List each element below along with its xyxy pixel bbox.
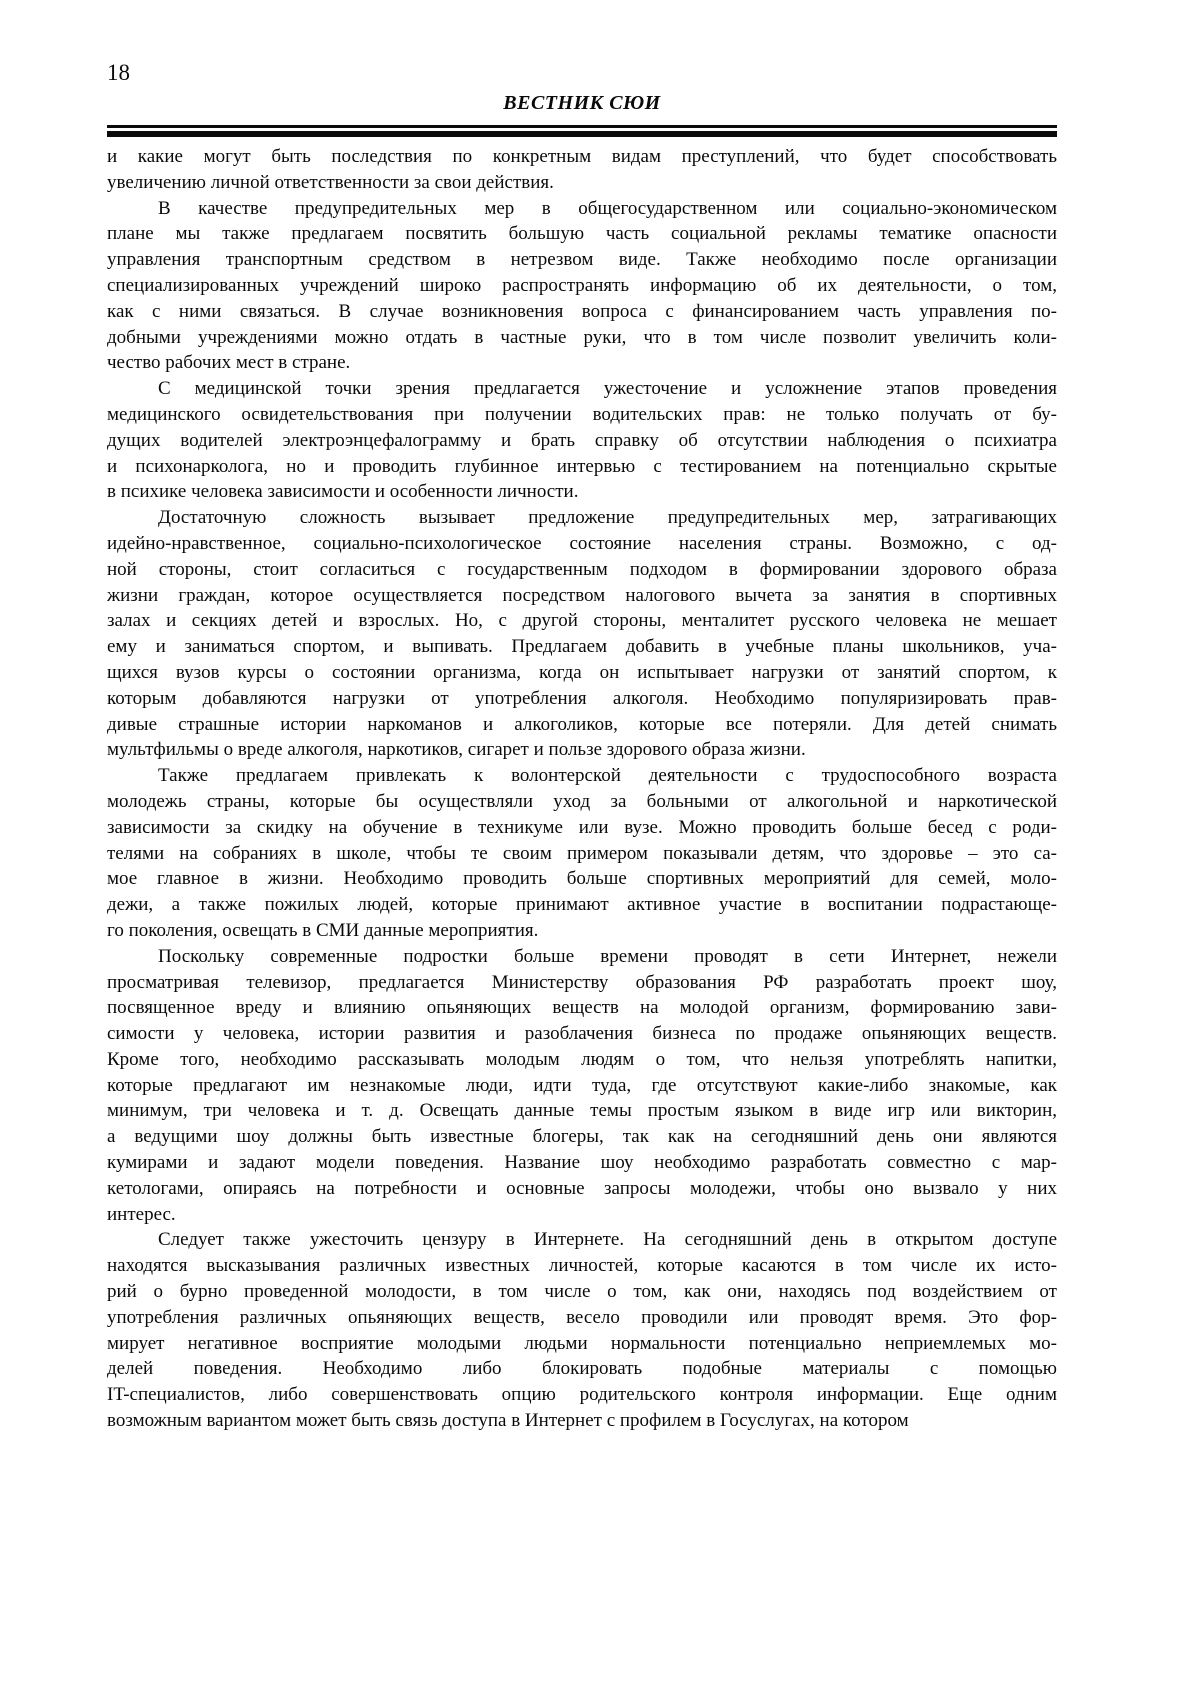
text-line: рий о бурно проведенной молодости, в том числе о том, как они, находясь под воздействием от <box>107 1281 1057 1303</box>
text-line: чество рабочих мест в стране. <box>107 352 351 374</box>
text-line: молодежь страны, которые бы осуществляли уход за больными от алкогольной и наркотической <box>107 790 1057 812</box>
text-line: как с ними связаться. В случае возникновения вопроса с финансированием часть управления по- <box>107 300 1057 322</box>
text-line: в психике человека зависимости и особенности личности. <box>107 481 579 503</box>
text-line: и какие могут быть последствия по конкретным видам преступлений, что будет способствовать <box>107 146 1057 167</box>
text-line: ему и заниматься спортом, и выпивать. Предлагаем добавить в учебные планы школьников, уча- <box>107 636 1057 658</box>
text-line: добными учреждениями можно отдать в частные руки, что в том числе позволит увеличить коли- <box>107 326 1057 348</box>
text-line: телями на собраниях в школе, чтобы те своим примером показывали детям, что здоровье – это са- <box>107 842 1057 864</box>
text-line: минимум, три человека и т. д. Освещать данные темы простым языком в виде игр или викторин, <box>107 1100 1057 1122</box>
text-line: симости у человека, истории развития и разоблачения бизнеса по продаже опьяняющих веществ. <box>107 1023 1057 1045</box>
text-line: а ведущими шоу должны быть известные блогеры, так как на сегодняшний день они являются <box>107 1126 1057 1148</box>
text-line: плане мы также предлагаем посвятить большую часть социальной рекламы тематике опасности <box>107 223 1057 245</box>
text-line: делей поведения. Необходимо либо блокировать подобные материалы с помощью <box>107 1358 1057 1380</box>
text-line: зависимости за скидку на обучение в техникуме или вузе. Можно проводить больше бесед с роди- <box>107 816 1057 838</box>
text-line: возможным вариантом может быть связь доступа в Интернет с профилем в Госуслугах, на котором <box>107 1410 909 1432</box>
text-line: кетологами, опираясь на потребности и основные запросы молодежи, чтобы оно вызвало у них <box>107 1177 1057 1199</box>
text-line: Кроме того, необходимо рассказывать молодым людям о том, что нельзя употреблять напитки, <box>107 1048 1057 1070</box>
text-line: IT-специалистов, либо совершенствовать опцию родительского контроля информации. Еще одним <box>107 1384 1057 1406</box>
text-line: жизни граждан, которое осуществляется посредством налогового вычета за занятия в спортивных <box>107 584 1057 606</box>
text-line: идейно-нравственное, социально-психологическое состояние населения страны. Возможно, с од- <box>107 532 1057 554</box>
text-line: Поскольку современные подростки больше времени проводят в сети Интернет, нежели <box>158 945 1057 967</box>
text-line: которым добавляются нагрузки от употребления алкоголя. Необходимо популяризировать прав- <box>107 687 1057 709</box>
text-line: интерес. <box>107 1203 176 1225</box>
text-line: Достаточную сложность вызывает предложение предупредительных мер, затрагивающих <box>158 507 1057 529</box>
text-line: управления транспортным средством в нетрезвом виде. Также необходимо после организации <box>107 249 1057 271</box>
text-line: увеличению личной ответственности за свои действия. <box>107 171 554 193</box>
text-line: Также предлагаем привлекать к волонтерской деятельности с трудоспособного возраста <box>158 765 1057 787</box>
text-line: посвященное вреду и влиянию опьяняющих веществ на молодой организм, формированию зави- <box>107 997 1057 1019</box>
text-line: и психонарколога, но и проводить глубинное интервью с тестированием на потенциально скрытые <box>107 455 1057 477</box>
text-line: С медицинской точки зрения предлагается ужесточение и усложнение этапов проведения <box>158 378 1057 400</box>
text-line: которые предлагают им незнакомые люди, идти туда, где отсутствуют какие-либо знакомые, как <box>107 1074 1057 1096</box>
paragraph <box>107 944 1057 1228</box>
page-number: 18 <box>107 60 130 85</box>
text-line: кумирами и задают модели поведения. Название шоу необходимо разработать совместно с мар- <box>107 1152 1057 1174</box>
text-line: го поколения, освещать в СМИ данные мероприятия. <box>107 919 539 941</box>
paragraph <box>107 144 1057 196</box>
text-line: дежи, а также пожилых людей, которые принимают активное участие в воспитании подрастающе- <box>107 894 1057 916</box>
header-rule <box>107 125 1057 137</box>
text-line: дущих водителей электроэнцефалограмму и брать справку об отсутствии наблюдения о психиатра <box>107 429 1057 451</box>
text-line: В качестве предупредительных мер в общегосударственном или социально-экономическом <box>158 197 1057 219</box>
text-line: щихся вузов курсы о состоянии организма, когда он испытывает нагрузки от занятий спортом, к <box>107 661 1057 683</box>
text-line: мое главное в жизни. Необходимо проводить больше спортивных мероприятий для семей, моло- <box>107 868 1057 890</box>
paragraph <box>107 763 1057 944</box>
text-line: ной стороны, стоит согласиться с государственным подходом в формировании здорового образа <box>107 558 1057 580</box>
article-body <box>107 144 1057 1434</box>
text-line: употребления различных опьяняющих веществ, весело проводили или проводят время. Это фор- <box>107 1306 1057 1328</box>
paragraph <box>107 1227 1057 1433</box>
paragraph <box>107 196 1057 377</box>
text-line: находятся высказывания различных известных личностей, которые касаются в том числе их исто- <box>107 1255 1057 1277</box>
text-line: специализированных учреждений широко распространять информацию об их деятельности, о том, <box>107 274 1057 296</box>
text-line: медицинского освидетельствования при получении водительских прав: не только получать от бу- <box>107 403 1057 425</box>
page-content <box>107 58 1057 1434</box>
text-line: просматривая телевизор, предлагается Министерству образования РФ разработать проект шоу, <box>107 971 1057 993</box>
paragraph <box>107 505 1057 763</box>
text-line: залах и секциях детей и взрослых. Но, с другой стороны, менталитет русского человека не мешает <box>107 610 1057 632</box>
paragraph <box>107 376 1057 505</box>
text-line: мультфильмы о вреде алкоголя, наркотиков, сигарет и пользе здорового образа жизни. <box>107 739 806 761</box>
text-line: мирует негативное восприятие молодыми людьми нормальности потенциально неприемлемых мо- <box>107 1332 1057 1354</box>
text-line: Следует также ужесточить цензуру в Интернете. На сегодняшний день в открытом доступе <box>158 1229 1057 1251</box>
journal-title: ВЕСТНИК СЮИ <box>503 92 661 114</box>
text-line: дивые страшные истории наркоманов и алкоголиков, которые все потеряли. Для детей снимать <box>107 713 1057 735</box>
